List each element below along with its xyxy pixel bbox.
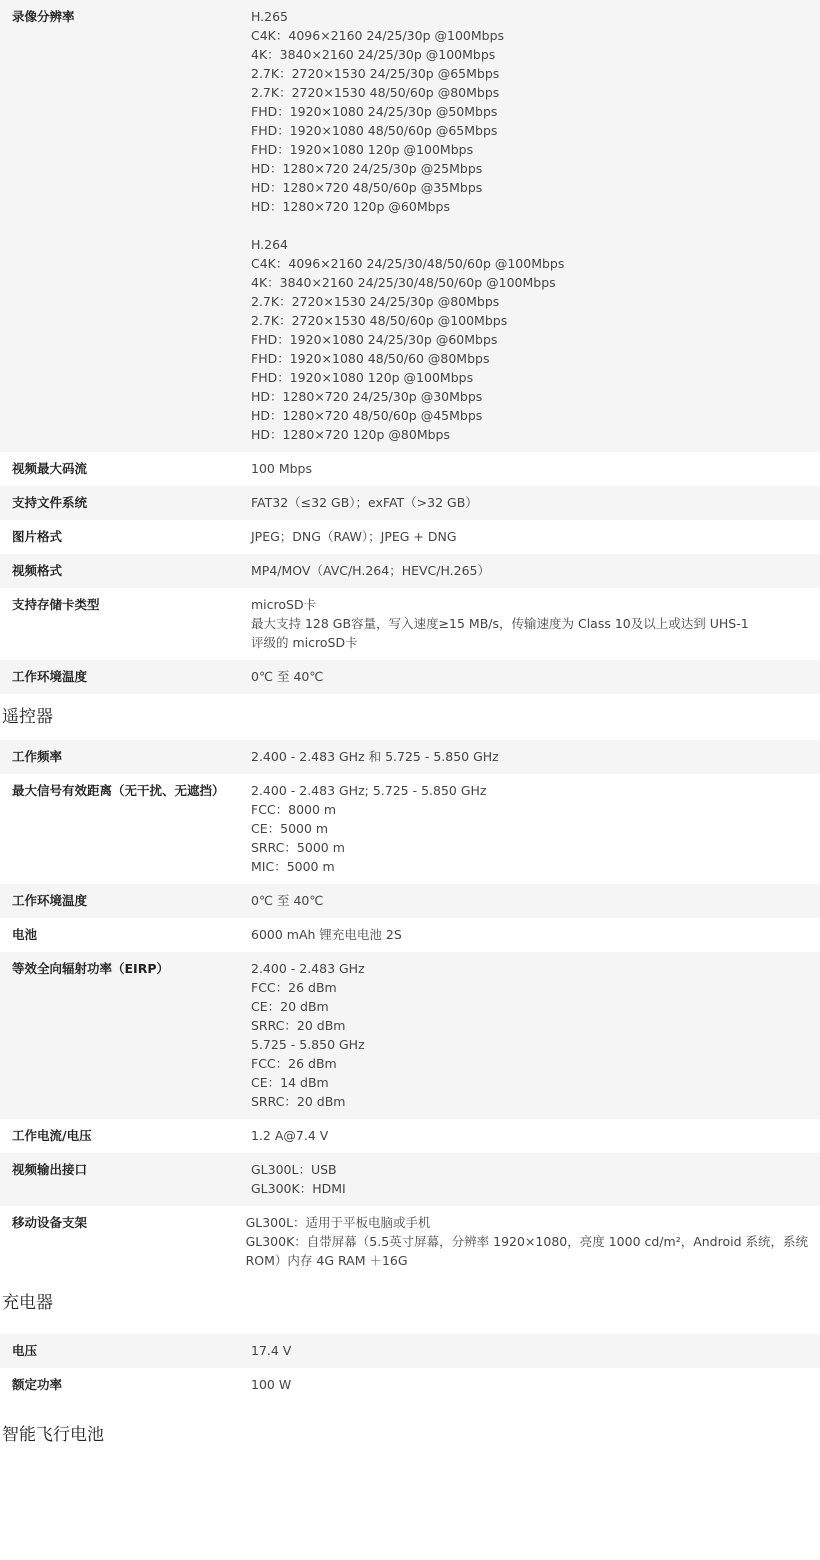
spec-value-line: H.264 bbox=[251, 237, 289, 252]
charger-spec-table bbox=[0, 1334, 820, 1402]
spec-value bbox=[239, 1126, 820, 1145]
spec-value-line: FHD：1920×1080 48/50/60 @80Mbps bbox=[251, 351, 490, 366]
spec-label: 工作环境温度 bbox=[12, 893, 88, 908]
spec-value-line: GL300K：自带屏幕（5.5英寸屏幕，分辨率 1920×1080，亮度 1000 cd/m²，Android 系统，系统 bbox=[245, 1234, 808, 1249]
spec-row bbox=[0, 0, 820, 452]
spec-value-line: GL300L：适用于平板电脑或手机 bbox=[245, 1215, 431, 1230]
spec-value-line: 最大支持 128 GB容量，写入速度≥15 MB/s，传输速度为 Class 10及以上或达到 UHS-1 bbox=[251, 616, 749, 631]
spec-value bbox=[239, 561, 820, 580]
spec-value-line: 4K：3840×2160 24/25/30/48/50/60p @100Mbps bbox=[251, 275, 556, 290]
spec-label: 电池 bbox=[12, 927, 38, 942]
spec-value bbox=[239, 1375, 820, 1394]
spec-value-line: HD：1280×720 120p @60Mbps bbox=[251, 199, 450, 214]
spec-row bbox=[0, 1119, 820, 1153]
spec-value bbox=[239, 891, 820, 910]
spec-value bbox=[239, 595, 820, 652]
spec-row bbox=[0, 1153, 820, 1206]
spec-label: 录像分辨率 bbox=[12, 9, 75, 24]
spec-value-line: FCC：26 dBm bbox=[251, 1056, 337, 1071]
spec-label: 最大信号有效距离（无干扰、无遮挡） bbox=[12, 783, 225, 798]
spec-value-line: FAT32（≤32 GB）；exFAT（>32 GB） bbox=[251, 495, 478, 510]
spec-value-line: GL300L：USB bbox=[251, 1162, 337, 1177]
camera-spec-table bbox=[0, 0, 820, 694]
spec-value-line: FHD：1920×1080 24/25/30p @60Mbps bbox=[251, 332, 498, 347]
spec-value-line: CE：20 dBm bbox=[251, 999, 329, 1014]
spec-label: 视频输出接口 bbox=[12, 1162, 88, 1177]
spec-value-line: 100 W bbox=[251, 1377, 292, 1392]
spec-value-line: GL300K：HDMI bbox=[251, 1181, 346, 1196]
spec-value bbox=[239, 493, 820, 512]
spec-value bbox=[239, 527, 820, 546]
spec-value-line: 评级的 microSD卡 bbox=[251, 635, 358, 650]
spec-value-line: 0℃ 至 40℃ bbox=[251, 893, 324, 908]
spec-row bbox=[0, 740, 820, 774]
spec-value-line: 2.7K：2720×1530 24/25/30p @65Mbps bbox=[251, 66, 500, 81]
spec-label: 工作电流/电压 bbox=[12, 1128, 92, 1143]
spec-row bbox=[0, 554, 820, 588]
spec-value-line: H.265 bbox=[251, 9, 289, 24]
spec-row bbox=[0, 774, 820, 884]
spec-value bbox=[239, 781, 820, 876]
spec-value-line: MP4/MOV（AVC/H.264；HEVC/H.265） bbox=[251, 563, 490, 578]
spec-label: 图片格式 bbox=[12, 529, 63, 544]
spec-value bbox=[239, 1341, 820, 1360]
spec-value-line: HD：1280×720 48/50/60p @35Mbps bbox=[251, 180, 483, 195]
spec-value-line: 2.7K：2720×1530 48/50/60p @80Mbps bbox=[251, 85, 500, 100]
spec-value-line: 2.400 - 2.483 GHz bbox=[251, 961, 365, 976]
spec-value-line: FHD：1920×1080 120p @100Mbps bbox=[251, 142, 474, 157]
spec-value-line: 2.400 - 2.483 GHz; 5.725 - 5.850 GHz bbox=[251, 783, 487, 798]
spec-value bbox=[234, 1213, 820, 1270]
spec-row bbox=[0, 660, 820, 694]
spec-label: 视频格式 bbox=[12, 563, 63, 578]
spec-label: 工作频率 bbox=[12, 749, 63, 764]
spec-value-line: CE：14 dBm bbox=[251, 1075, 329, 1090]
remote-controller-spec-table bbox=[0, 740, 820, 1278]
spec-value-line: JPEG；DNG（RAW）；JPEG + DNG bbox=[251, 529, 457, 544]
spec-row bbox=[0, 1206, 820, 1278]
spec-value-line: 2.7K：2720×1530 24/25/30p @80Mbps bbox=[251, 294, 500, 309]
spec-row bbox=[0, 952, 820, 1119]
spec-row bbox=[0, 588, 820, 660]
spec-value-line: HD：1280×720 24/25/30p @30Mbps bbox=[251, 389, 483, 404]
spec-label: 电压 bbox=[12, 1343, 38, 1358]
spec-value-line: ROM）内存 4G RAM ＋16G bbox=[245, 1253, 408, 1268]
spec-label: 支持文件系统 bbox=[12, 495, 88, 510]
spec-value-line: 1.2 A@7.4 V bbox=[251, 1128, 329, 1143]
spec-value-line: 5.725 - 5.850 GHz bbox=[251, 1037, 365, 1052]
spec-value-line: 0℃ 至 40℃ bbox=[251, 669, 324, 684]
spec-value-line: C4K：4096×2160 24/25/30/48/50/60p @100Mbps bbox=[251, 256, 565, 271]
spec-row bbox=[0, 918, 820, 952]
spec-label: 等效全向辐射功率（EIRP） bbox=[12, 961, 169, 976]
spec-value-line: C4K：4096×2160 24/25/30p @100Mbps bbox=[251, 28, 505, 43]
spec-value-line: 17.4 V bbox=[251, 1343, 292, 1358]
spec-label: 工作环境温度 bbox=[12, 669, 88, 684]
spec-value-line: 4K：3840×2160 24/25/30p @100Mbps bbox=[251, 47, 496, 62]
spec-label: 视频最大码流 bbox=[12, 461, 88, 476]
spec-value bbox=[239, 667, 820, 686]
spec-value-line: FHD：1920×1080 120p @100Mbps bbox=[251, 370, 474, 385]
spec-row bbox=[0, 884, 820, 918]
spec-value-line: 100 Mbps bbox=[251, 461, 312, 476]
spec-label: 移动设备支架 bbox=[12, 1215, 88, 1230]
spec-value-line: microSD卡 bbox=[251, 597, 317, 612]
spec-value-line: SRRC：20 dBm bbox=[251, 1094, 346, 1109]
spec-value-line: 2.400 - 2.483 GHz 和 5.725 - 5.850 GHz bbox=[251, 749, 499, 764]
spec-value-line: SRRC：20 dBm bbox=[251, 1018, 346, 1033]
section-title-battery: 智能飞行电池 bbox=[2, 1425, 104, 1445]
section-title-remote-controller: 遥控器 bbox=[2, 707, 53, 727]
spec-value-line: FCC：26 dBm bbox=[251, 980, 337, 995]
spec-row bbox=[0, 1334, 820, 1368]
spec-value-line: 6000 mAh 锂充电电池 2S bbox=[251, 927, 402, 942]
spec-value bbox=[239, 747, 820, 766]
spec-value-line: CE：5000 m bbox=[251, 821, 329, 836]
spec-value-line: HD：1280×720 24/25/30p @25Mbps bbox=[251, 161, 483, 176]
spec-value-line: SRRC：5000 m bbox=[251, 840, 345, 855]
spec-label: 支持存储卡类型 bbox=[12, 597, 100, 612]
spec-value-line: MIC：5000 m bbox=[251, 859, 335, 874]
spec-value-line: 2.7K：2720×1530 48/50/60p @100Mbps bbox=[251, 313, 508, 328]
spec-value-line: FCC：8000 m bbox=[251, 802, 337, 817]
spec-value bbox=[239, 459, 820, 478]
spec-value bbox=[239, 1160, 820, 1198]
spec-value bbox=[239, 925, 820, 944]
spec-value-line: HD：1280×720 120p @80Mbps bbox=[251, 427, 450, 442]
spec-value-line: FHD：1920×1080 24/25/30p @50Mbps bbox=[251, 104, 498, 119]
spec-value-line: HD：1280×720 48/50/60p @45Mbps bbox=[251, 408, 483, 423]
spec-row bbox=[0, 1368, 820, 1402]
spec-row bbox=[0, 486, 820, 520]
spec-row bbox=[0, 520, 820, 554]
spec-value-line: FHD：1920×1080 48/50/60p @65Mbps bbox=[251, 123, 498, 138]
spec-row bbox=[0, 452, 820, 486]
spec-label: 额定功率 bbox=[12, 1377, 63, 1392]
spec-value bbox=[239, 959, 820, 1111]
section-title-charger: 充电器 bbox=[2, 1293, 53, 1313]
spec-value bbox=[239, 7, 820, 444]
spec-value-gap bbox=[251, 216, 808, 235]
